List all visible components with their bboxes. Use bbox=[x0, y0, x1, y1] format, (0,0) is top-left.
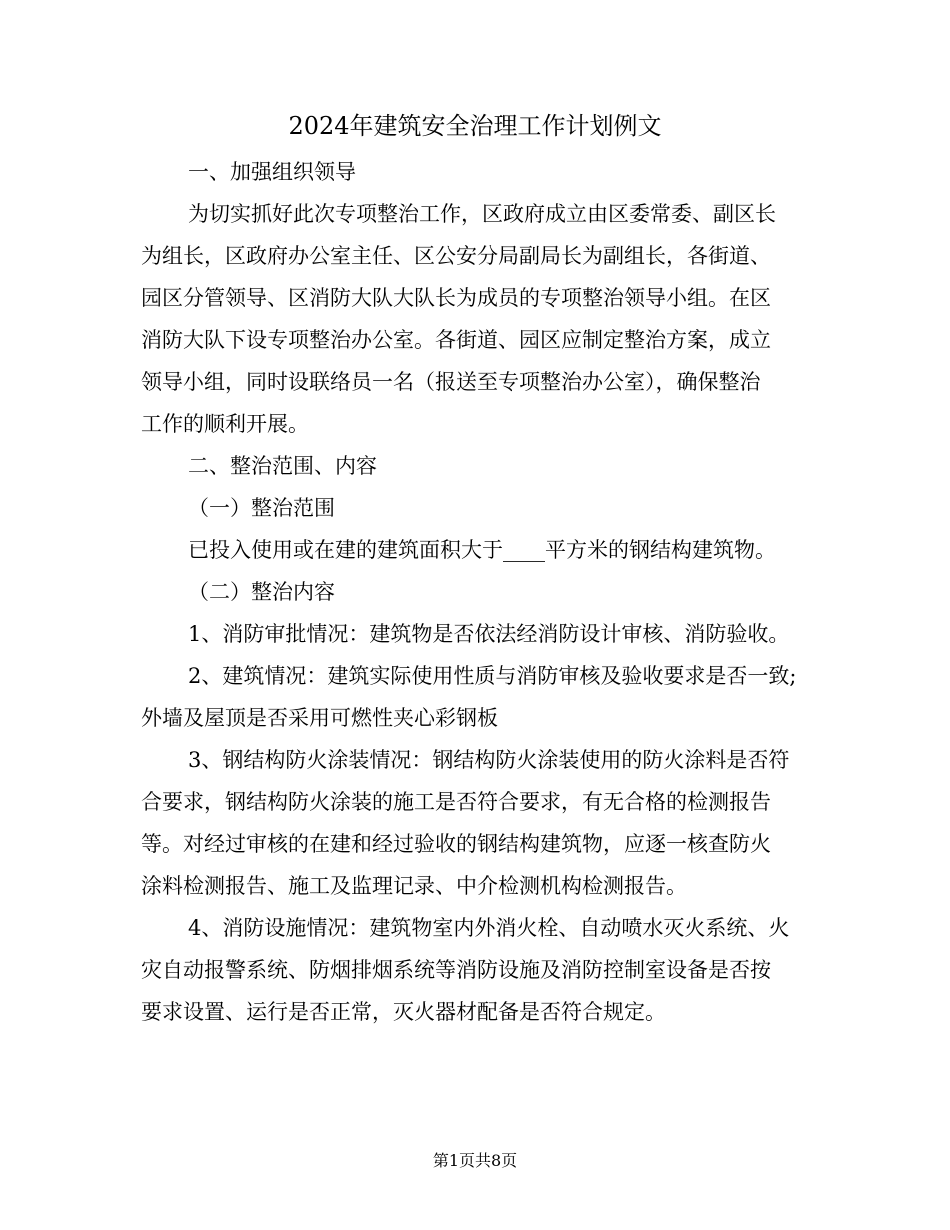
subsection-heading: （二）整治内容 bbox=[188, 580, 335, 604]
paragraph-line: 已投入使用或在建的建筑面积大于____平方米的钢结构建筑物。 bbox=[188, 538, 776, 562]
paragraph-line: 工作的顺利开展。 bbox=[141, 412, 309, 436]
paragraph-line: 4、消防设施情况：建筑物室内外消火栓、自动喷水灭火系统、火 bbox=[188, 916, 790, 940]
paragraph-line: 2、建筑情况：建筑实际使用性质与消防审核及验收要求是否一致; bbox=[188, 664, 797, 688]
paragraph-line: 消防大队下设专项整治办公室。各街道、园区应制定整治方案，成立 bbox=[141, 328, 771, 352]
paragraph-line: 合要求，钢结构防火涂装的施工是否符合要求，有无合格的检测报告 bbox=[141, 790, 771, 814]
section-heading-1: 一、加强组织领导 bbox=[188, 160, 356, 184]
paragraph-line: 灾自动报警系统、防烟排烟系统等消防设施及消防控制室设备是否按 bbox=[141, 958, 771, 982]
section-heading-2: 二、整治范围、内容 bbox=[188, 454, 377, 478]
paragraph-line: 外墙及屋顶是否采用可燃性夹心彩钢板 bbox=[141, 706, 498, 730]
paragraph-line: 3、钢结构防火涂装情况：钢结构防火涂装使用的防火涂料是否符 bbox=[188, 748, 790, 772]
document-title: 2024年建筑安全治理工作计划例文 bbox=[288, 112, 662, 140]
subsection-heading: （一）整治范围 bbox=[188, 496, 335, 520]
paragraph-line: 1、消防审批情况：建筑物是否依法经消防设计审核、消防验收。 bbox=[188, 622, 790, 646]
paragraph-line: 园区分管领导、区消防大队大队长为成员的专项整治领导小组。在区 bbox=[141, 286, 771, 310]
paragraph-line: 要求设置、运行是否正常，灭火器材配备是否符合规定。 bbox=[141, 1000, 666, 1024]
paragraph-line: 为切实抓好此次专项整治工作，区政府成立由区委常委、副区长 bbox=[188, 202, 776, 226]
page-number-footer: 第1页共8页 bbox=[432, 1151, 518, 1170]
paragraph-line: 等。对经过审核的在建和经过验收的钢结构建筑物，应逐一核查防火 bbox=[141, 832, 771, 856]
paragraph-line: 领导小组，同时设联络员一名（报送至专项整治办公室），确保整治 bbox=[141, 370, 761, 394]
paragraph-line: 为组长，区政府办公室主任、区公安分局副局长为副组长，各街道、 bbox=[141, 244, 771, 268]
paragraph-line: 涂料检测报告、施工及监理记录、中介检测机构检测报告。 bbox=[141, 874, 687, 898]
